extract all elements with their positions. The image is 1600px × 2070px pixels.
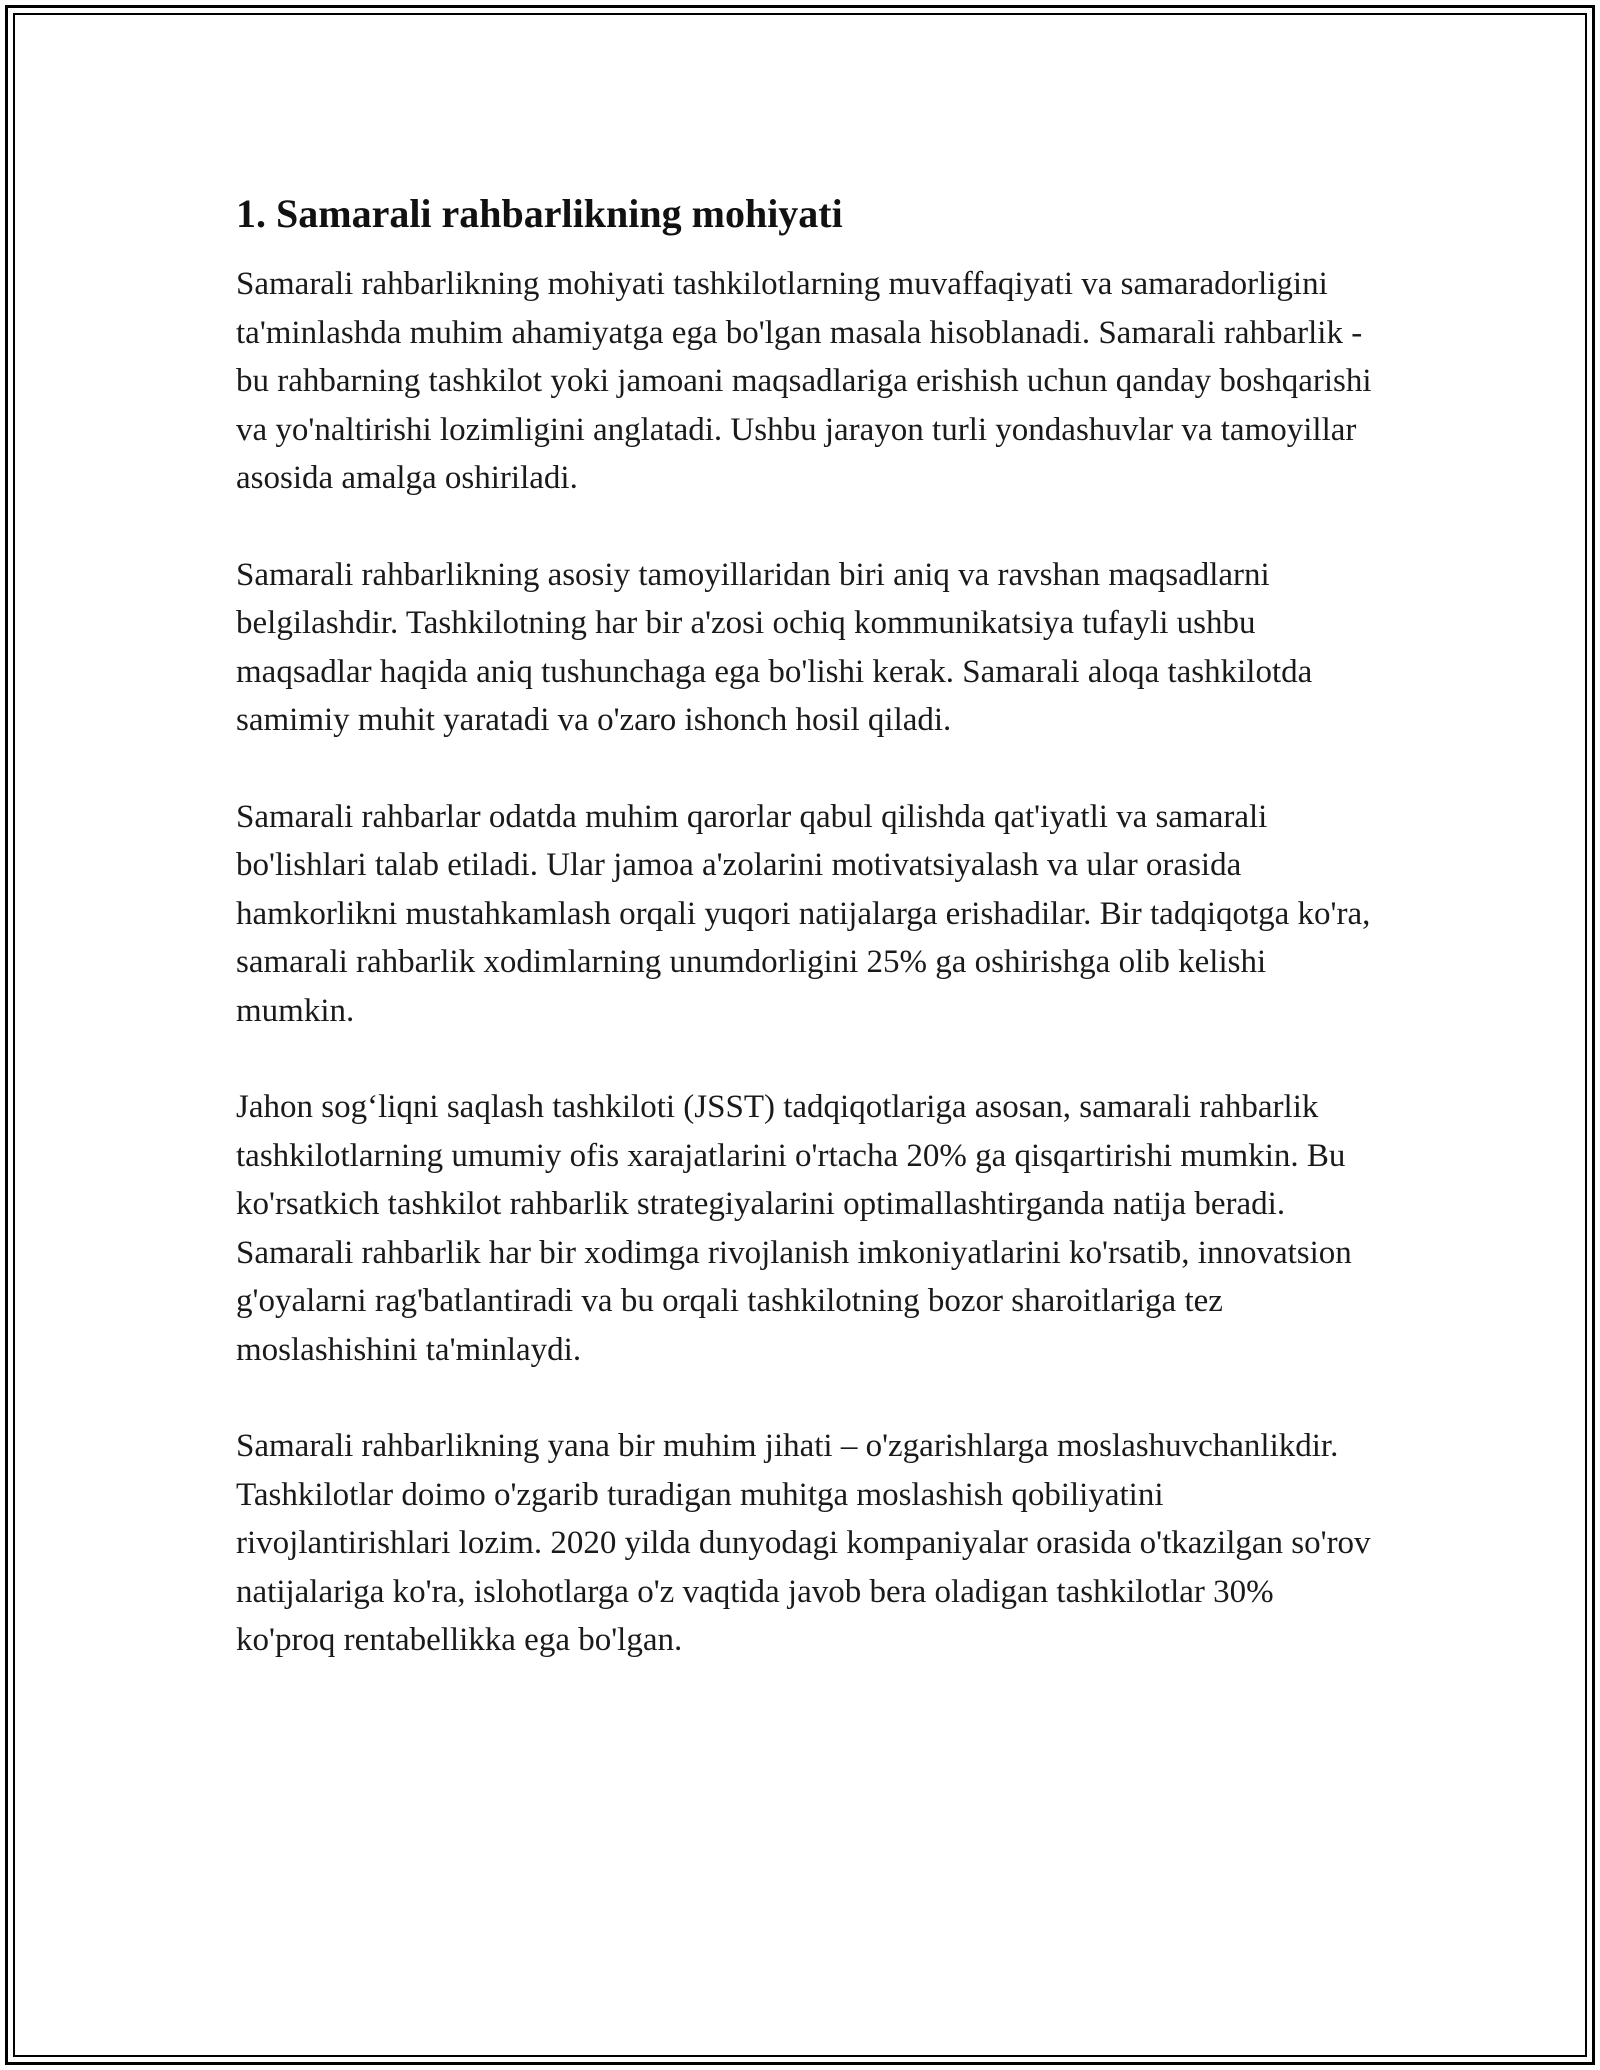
paragraph-4: Jahon sog‘liqni saqlash tashkiloti (JSST) tadqiqotlariga asosan, samarali rahbarlik tashkilotlarning umumiy ofis xarajatlarini o'rtacha 20% ga qisqartirishi mumkin. Bu ko'rsatkich tashkilot rahbarlik strategiyalarini optimallashtirganda natija beradi. Samarali rahbarlik har bir xodimga rivojlanish imkoniyatlarini ko'rsatib, innovatsion g'oyalarni rag'batlantiradi va bu orqali tashkilotning bozor sharoitlariga tez moslashishini ta'minlaydi. [236,1089,1352,1368]
document-body [236,188,1376,1713]
paragraph-2: Samarali rahbarlikning asosiy tamoyillaridan biri aniq va ravshan maqsadlarni belgilashdir. Tashkilotning har bir a'zosi ochiq kommunikatsiya tufayli ushbu maqsadlar haqida aniq tushunchaga ega bo'lishi kerak. Samarali aloqa tashkilotda samimiy muhit yaratadi va o'zaro ishonch hosil qiladi. [236,556,1313,738]
section-heading: 1. Samarali rahbarlikning mohiyati [236,191,843,236]
paragraph-3: Samarali rahbarlar odatda muhim qarorlar qabul qilishda qat'iyatli va samarali bo'lishlari talab etiladi. Ular jamoa a'zolarini motivatsiyalash va ular orasida hamkorlikni mustahkamlash orqali yuqori natijalarga erishadilar. Bir tadqiqotga ko'ra, samarali rahbarlik xodimlarning unumdorligini 25% ga oshirishga olib kelishi mumkin. [236,798,1371,1029]
paragraph-5: Samarali rahbarlikning yana bir muhim jihati – o'zgarishlarga moslashuvchanlikdir. Tashkilotlar doimo o'zgarib turadigan muhitga moslashish qobiliyatini rivojlantirishlari lozim. 2020 yilda dunyodagi kompaniyalar orasida o'tkazilgan so'rov natijalariga ko'ra, islohotlarga o'z vaqtida javob bera oladigan tashkilotlar 30% ko'proq rentabellikka ega bo'lgan. [236,1428,1371,1658]
paragraph-1: Samarali rahbarlikning mohiyati tashkilotlarning muvaffaqiyati va samaradorligini ta'minlashda muhim ahamiyatga ega bo'lgan masala hisoblanadi. Samarali rahbarlik - bu rahbarning tashkilot yoki jamoani maqsadlariga erishish uchun qanday boshqarishi va yo'naltirishi lozimligini anglatadi. Ushbu jarayon turli yondashuvlar va tamoyillar asosida amalga oshiriladi. [236,266,1372,496]
